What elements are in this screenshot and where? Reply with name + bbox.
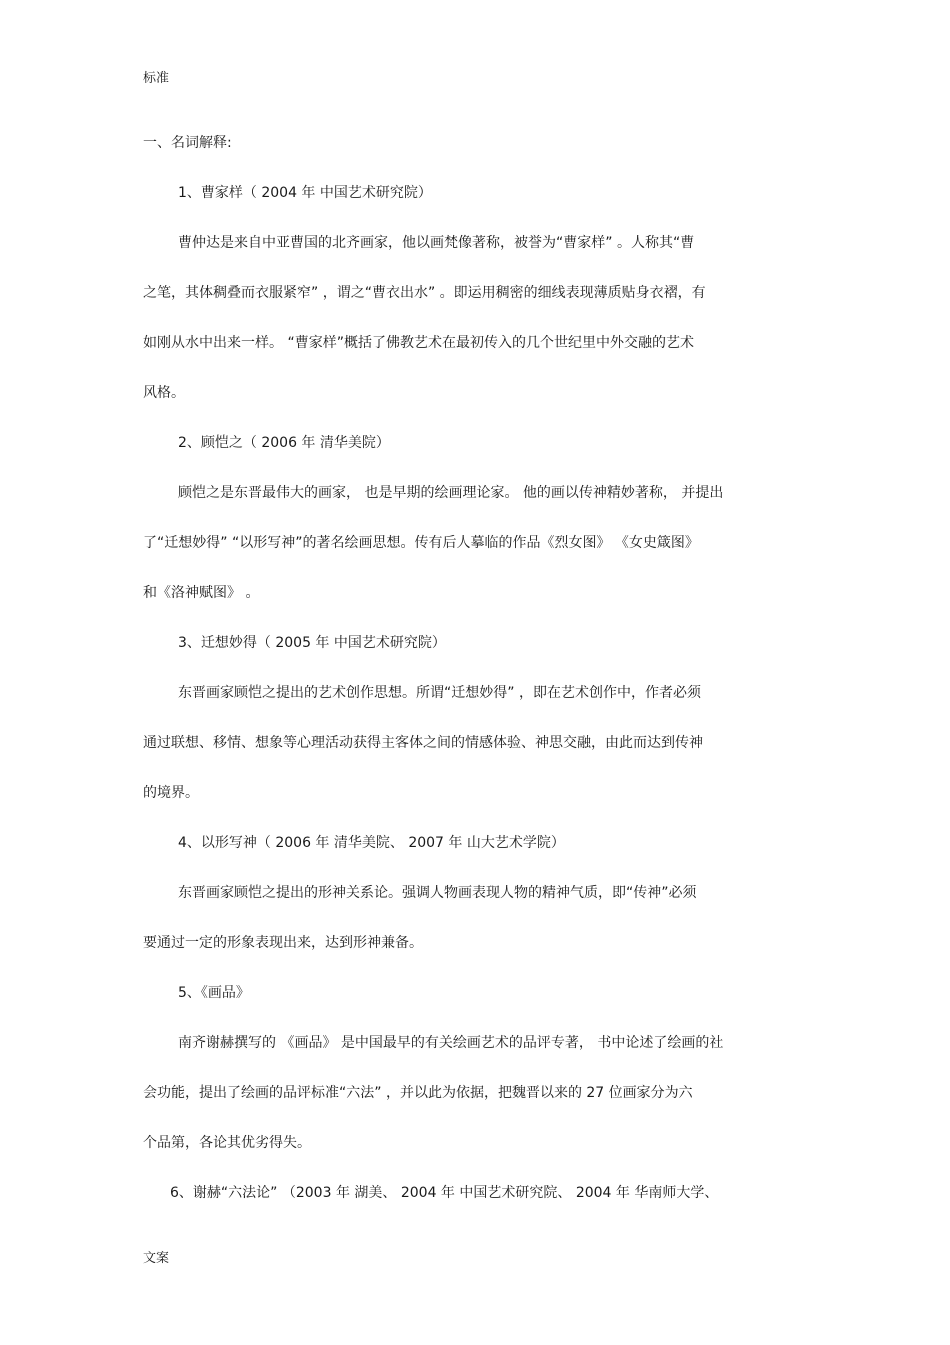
paragraph-line: 东晋画家顾恺之提出的艺术创作思想。所谓“迁想妙得” ，即在艺术创作中，作者必须 [178, 685, 701, 701]
paragraph-line: 会功能，提出了绘画的品评标准“六法” ，并以此为依据，把魏晋以来的 27 位画家分为六 [143, 1085, 693, 1101]
paragraph-line: 南齐谢赫撰写的 《画品》 是中国最早的有关绘画艺术的品评专著， 书中论述了绘画的社 [178, 1035, 724, 1051]
paragraph-line: 如刚从水中出来一样。 “曹家样”概括了佛教艺术在最初传入的几个世纪里中外交融的艺术 [143, 335, 694, 351]
term-heading-6: 6、谢赫“六法论” （2003 年 湖美、 2004 年 中国艺术研究院、 2004 年 华南师大学、 [170, 1185, 719, 1201]
term-heading-3: 3、迁想妙得（ 2005 年 中国艺术研究院） [178, 635, 446, 651]
paragraph-line: 了“迁想妙得” “以形写神”的著名绘画思想。传有后人摹临的作品《烈女图》 《女史箴图》 [143, 535, 699, 551]
paragraph-line: 之笔，其体稠叠而衣服紧窄” ，谓之“曹衣出水” 。即运用稠密的细线表现薄质贴身衣褶，有 [143, 285, 706, 301]
paragraph-line: 东晋画家顾恺之提出的形神关系论。强调人物画表现人物的精神气质，即“传神”必须 [178, 885, 697, 901]
paragraph-line: 通过联想、移情、想象等心理活动获得主客体之间的情感体验、神思交融，由此而达到传神 [143, 735, 703, 751]
page-footer: 文案 [143, 1251, 170, 1266]
paragraph-line: 风格。 [143, 385, 185, 401]
paragraph-line: 要通过一定的形象表现出来，达到形神兼备。 [143, 935, 423, 951]
term-heading-5: 5、《画品》 [178, 985, 250, 1001]
term-heading-4: 4、以形写神（ 2006 年 清华美院、 2007 年 山大艺术学院） [178, 835, 565, 851]
paragraph-line: 曹仲达是来自中亚曹国的北齐画家，他以画梵像著称，被誉为“曹家样” 。人称其“曹 [178, 235, 695, 251]
page-header: 标准 [143, 71, 170, 86]
paragraph-line: 的境界。 [143, 785, 199, 801]
term-heading-2: 2、顾恺之（ 2006 年 清华美院） [178, 435, 390, 451]
paragraph-line: 顾恺之是东晋最伟大的画家， 也是早期的绘画理论家。 他的画以传神精妙著称， 并提出 [178, 485, 724, 501]
term-heading-1: 1、曹家样（ 2004 年 中国艺术研究院） [178, 185, 432, 201]
section-title: 一、名词解释: [143, 135, 232, 151]
paragraph-line: 个品第，各论其优劣得失。 [143, 1135, 311, 1151]
paragraph-line: 和《洛神赋图》 。 [143, 585, 260, 601]
